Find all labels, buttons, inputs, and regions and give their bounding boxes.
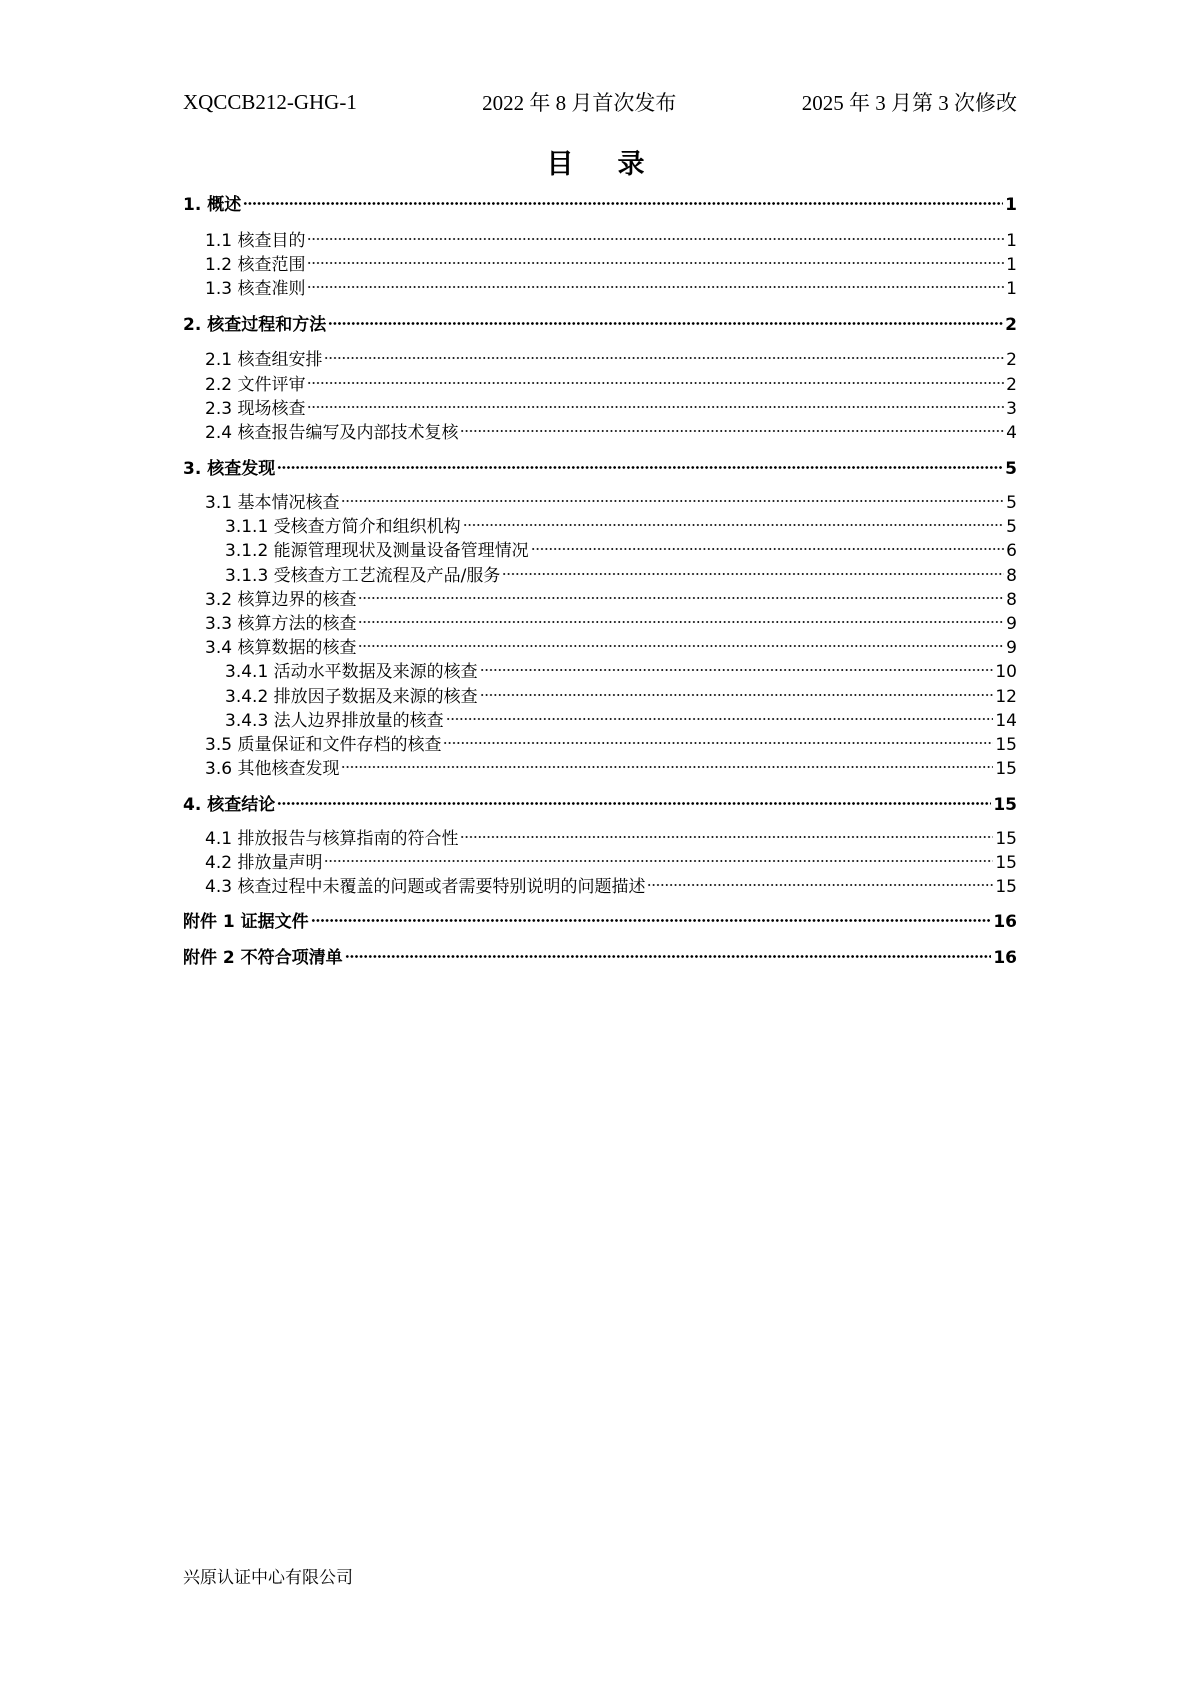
toc-entry-page-number: 15 (995, 853, 1017, 873)
dot-leader (307, 270, 1004, 294)
toc-entry[interactable] (205, 246, 1017, 275)
toc-entry[interactable] (205, 341, 1017, 370)
toc-entry-page-number: 15 (995, 829, 1017, 849)
toc-entry-label: 3.2 核算边界的核查 (205, 590, 357, 610)
toc-entry-label: 4. 核查结论 (183, 795, 276, 815)
toc-entry[interactable] (183, 450, 1017, 479)
toc-entry-label: 1.2 核查范围 (205, 255, 306, 275)
dot-leader (358, 581, 1004, 605)
toc-entry-page-number: 12 (995, 687, 1017, 707)
toc-entry-page-number: 6 (1006, 541, 1017, 561)
dot-leader (358, 629, 1004, 653)
toc-entry-label: 4.2 排放量声明 (205, 853, 323, 873)
dot-leader (463, 508, 1005, 532)
toc-entry[interactable] (205, 868, 1017, 897)
dot-leader (307, 246, 1004, 270)
toc-entry-page-number: 2 (1006, 375, 1017, 395)
page-title: 目录 (546, 149, 689, 180)
dot-leader (277, 786, 991, 810)
dot-leader (307, 222, 1004, 246)
toc-entry-page-number: 15 (995, 877, 1017, 897)
toc-entry-page-number: 10 (995, 662, 1017, 682)
toc-entry-label: 3.4 核算数据的核查 (205, 638, 357, 658)
toc-entry-page-number: 16 (993, 948, 1017, 968)
toc-entry-label: 3.1 基本情况核查 (205, 493, 340, 513)
dot-leader (341, 750, 993, 774)
revision-info: 2025 年 3 月第 3 次修改 (801, 91, 1017, 115)
toc-entry[interactable] (205, 581, 1017, 610)
toc-entry-page-number: 15 (995, 759, 1017, 779)
toc-entry[interactable] (205, 270, 1017, 299)
toc-entry-page-number: 1 (1006, 255, 1017, 275)
toc-entry[interactable] (183, 903, 1017, 932)
toc-entry-label: 1. 概述 (183, 195, 242, 215)
company-footer: 兴原认证中心有限公司 (183, 1568, 353, 1588)
dot-leader (243, 186, 1003, 210)
toc-entry[interactable] (205, 605, 1017, 634)
dot-leader (277, 450, 1003, 474)
toc-entry[interactable] (205, 629, 1017, 658)
toc-entry-page-number: 8 (1006, 590, 1017, 610)
toc-entry-label: 附件 1 证据文件 (183, 912, 309, 932)
toc-entry-label: 2.3 现场核查 (205, 399, 306, 419)
dot-leader (328, 306, 1003, 330)
dot-leader (446, 702, 994, 726)
toc-entry-label: 附件 2 不符合项清单 (183, 948, 343, 968)
toc-entry[interactable] (205, 750, 1017, 779)
toc-entry[interactable] (225, 653, 1017, 682)
toc-entry[interactable] (225, 508, 1017, 537)
toc-entry[interactable] (205, 390, 1017, 419)
toc-entry-label: 3.4.3 法人边界排放量的核查 (225, 711, 444, 731)
toc-entry-label: 4.1 排放报告与核算指南的符合性 (205, 829, 459, 849)
toc-entry-label: 2.4 核查报告编写及内部技术复核 (205, 423, 459, 443)
dot-leader (307, 366, 1004, 390)
toc-entry-page-number: 14 (995, 711, 1017, 731)
dot-leader (324, 341, 1004, 365)
toc-entry-label: 3.1.2 能源管理现状及测量设备管理情况 (225, 541, 529, 561)
toc-entry[interactable] (225, 532, 1017, 561)
dot-leader (443, 726, 993, 750)
toc-entry-page-number: 9 (1006, 638, 1017, 658)
document-header (183, 87, 1017, 117)
dot-leader (341, 484, 1004, 508)
toc-entry-label: 3. 核查发现 (183, 459, 276, 479)
toc-entry-label: 2.1 核查组安排 (205, 350, 323, 370)
toc-entry[interactable] (205, 844, 1017, 873)
toc-entry[interactable] (205, 726, 1017, 755)
toc-entry[interactable] (205, 366, 1017, 395)
toc-entry[interactable] (183, 939, 1017, 968)
dot-leader (502, 557, 1004, 581)
toc-entry-label: 4.3 核查过程中未覆盖的问题或者需要特别说明的问题描述 (205, 877, 646, 897)
toc-entry[interactable] (205, 222, 1017, 251)
dot-leader (647, 868, 993, 892)
toc-entry-label: 1.1 核查目的 (205, 231, 306, 251)
toc-entry-label: 1.3 核查准则 (205, 279, 306, 299)
dot-leader (345, 939, 992, 963)
dot-leader (480, 678, 994, 702)
toc-entry-page-number: 1 (1006, 231, 1017, 251)
toc-entry-page-number: 15 (995, 735, 1017, 755)
first-release-date: 2022 年 8 月首次发布 (482, 91, 677, 115)
dot-leader (307, 390, 1004, 414)
toc-entry-page-number: 16 (993, 912, 1017, 932)
dot-leader (460, 414, 1004, 438)
toc-entry-page-number: 15 (993, 795, 1017, 815)
toc-entry-label: 3.4.1 活动水平数据及来源的核查 (225, 662, 478, 682)
toc-entry-label: 3.5 质量保证和文件存档的核查 (205, 735, 442, 755)
dot-leader (531, 532, 1005, 556)
toc-entry-page-number: 5 (1006, 493, 1017, 513)
dot-leader (460, 820, 993, 844)
toc-entry[interactable] (183, 786, 1017, 815)
toc-entry[interactable] (205, 414, 1017, 443)
toc-entry-page-number: 4 (1006, 423, 1017, 443)
toc-entry-page-number: 1 (1006, 279, 1017, 299)
toc-entry[interactable] (183, 186, 1017, 215)
toc-entry-page-number: 9 (1006, 614, 1017, 634)
toc-entry[interactable] (225, 557, 1017, 586)
doc-code: XQCCB212-GHG-1 (183, 89, 357, 114)
toc-entry-page-number: 3 (1006, 399, 1017, 419)
toc-entry-label: 2. 核查过程和方法 (183, 315, 327, 335)
dot-leader (358, 605, 1004, 629)
toc-entry-page-number: 2 (1005, 315, 1017, 335)
toc-entry-label: 3.1.3 受核查方工艺流程及产品/服务 (225, 566, 501, 586)
toc-entry-label: 3.4.2 排放因子数据及来源的核查 (225, 687, 478, 707)
toc-entry-label: 3.6 其他核查发现 (205, 759, 340, 779)
toc-entry-label: 3.3 核算方法的核查 (205, 614, 357, 634)
toc-entry-page-number: 5 (1006, 517, 1017, 537)
dot-leader (324, 844, 993, 868)
toc-entry[interactable] (183, 306, 1017, 335)
toc-entry-label: 2.2 文件评审 (205, 375, 306, 395)
dot-leader (311, 903, 992, 927)
toc-entry[interactable] (205, 484, 1017, 513)
toc-entry-page-number: 1 (1005, 195, 1017, 215)
toc-entry-page-number: 2 (1006, 350, 1017, 370)
toc-entry-page-number: 5 (1005, 459, 1017, 479)
dot-leader (480, 653, 994, 677)
toc-entry[interactable] (225, 702, 1017, 731)
toc-entry[interactable] (205, 820, 1017, 849)
toc-entry[interactable] (225, 678, 1017, 707)
toc-entry-page-number: 8 (1006, 566, 1017, 586)
toc-entry-label: 3.1.1 受核查方简介和组织机构 (225, 517, 461, 537)
